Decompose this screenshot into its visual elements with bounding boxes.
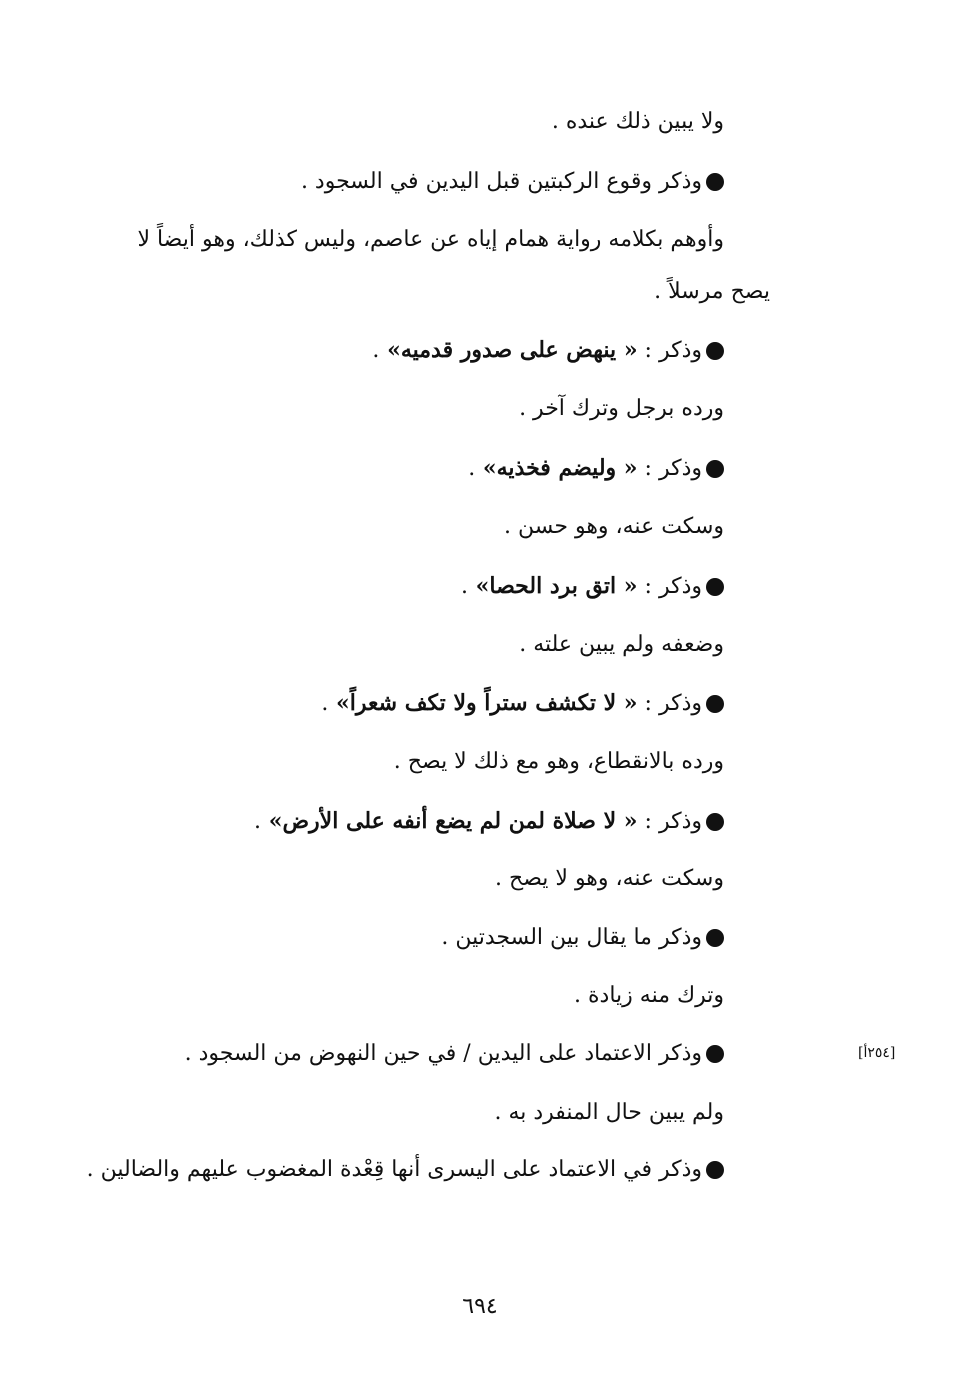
bullet-icon [706, 1045, 724, 1063]
hadith-quote: « وليضم فخذيه» [475, 455, 638, 481]
text-line [494, 1098, 724, 1128]
bullet-line [87, 1155, 724, 1185]
line-text: ولا يبين ذلك عنده . [551, 109, 724, 134]
line-suffix: . [321, 691, 329, 716]
text-line [519, 394, 724, 424]
line-text: وذكر ما يقال بين السجدتين . [441, 925, 702, 950]
bullet-line [468, 453, 724, 484]
bullet-icon [706, 460, 724, 478]
line-text: وذكر في الاعتماد على اليسرى أنها قِعْدة المغضوب عليهم والضالين . [86, 1157, 702, 1182]
line-prefix: وذكر : [637, 574, 702, 599]
bullet-line [372, 335, 724, 366]
line-text: ورده بالانقطاع، وهو مع ذلك لا يصح . [393, 749, 724, 774]
text-line [574, 981, 724, 1011]
bullet-icon [706, 1161, 724, 1179]
line-suffix: . [372, 338, 380, 363]
line-text: ورده برجل وترك آخر . [519, 396, 724, 421]
bullet-icon [706, 578, 724, 596]
hadith-quote: « ينهض على صدور قدميه» [379, 337, 638, 363]
line-text: وترك منه زيادة . [574, 983, 724, 1008]
bullet-line [301, 167, 724, 197]
bullet-icon [706, 173, 724, 191]
line-text: يصح مرسلاً . [654, 279, 770, 304]
bullet-line [321, 688, 724, 719]
line-text: وذكر الاعتماد على اليدين / في حين النهوض من السجود . [184, 1041, 702, 1066]
line-suffix: . [254, 809, 262, 834]
line-prefix: وذكر : [637, 809, 702, 834]
line-suffix: . [468, 456, 476, 481]
line-text: وذكر وقوع الركبتين قبل اليدين في السجود . [300, 169, 702, 194]
line-text: وأوهم بكلامه رواية همام إياه عن عاصم، وليس كذلك، وهو أيضاً لا [137, 227, 724, 252]
line-text: وسكت عنه، وهو حسن . [504, 514, 724, 539]
bullet-icon [706, 929, 724, 947]
line-prefix: وذكر : [637, 691, 702, 716]
bullet-icon [706, 813, 724, 831]
hadith-quote: « لا صلاة لمن لم يضع أنفه على الأرض» [261, 808, 638, 834]
margin-folio-note: [٢٥٤أ] [858, 1045, 896, 1061]
bullet-line [441, 923, 724, 953]
line-text: وسكت عنه، وهو لا يصح . [495, 866, 724, 891]
text-line [552, 107, 724, 137]
text-line [394, 747, 724, 777]
bullet-line [185, 1039, 724, 1069]
hadith-quote: « اتق برد الحصا» [467, 573, 638, 599]
line-prefix: وذكر : [637, 456, 702, 481]
text-line [137, 225, 724, 255]
text-line [504, 512, 724, 542]
bullet-line [254, 806, 724, 837]
text-line [654, 277, 770, 307]
hadith-quote: « لا تكشف ستراً ولا تكف شعراً» [328, 690, 638, 716]
line-suffix: . [460, 574, 468, 599]
text-line [519, 630, 724, 660]
line-prefix: وذكر : [637, 338, 702, 363]
line-text: وضعفه ولم يبين علته . [519, 632, 724, 657]
bullet-line [461, 571, 724, 602]
bullet-icon [706, 342, 724, 360]
page-number: ٦٩٤ [462, 1294, 498, 1319]
line-text: ولم يبين حال المنفرد به . [494, 1100, 724, 1125]
text-line [495, 864, 724, 894]
bullet-icon [706, 695, 724, 713]
